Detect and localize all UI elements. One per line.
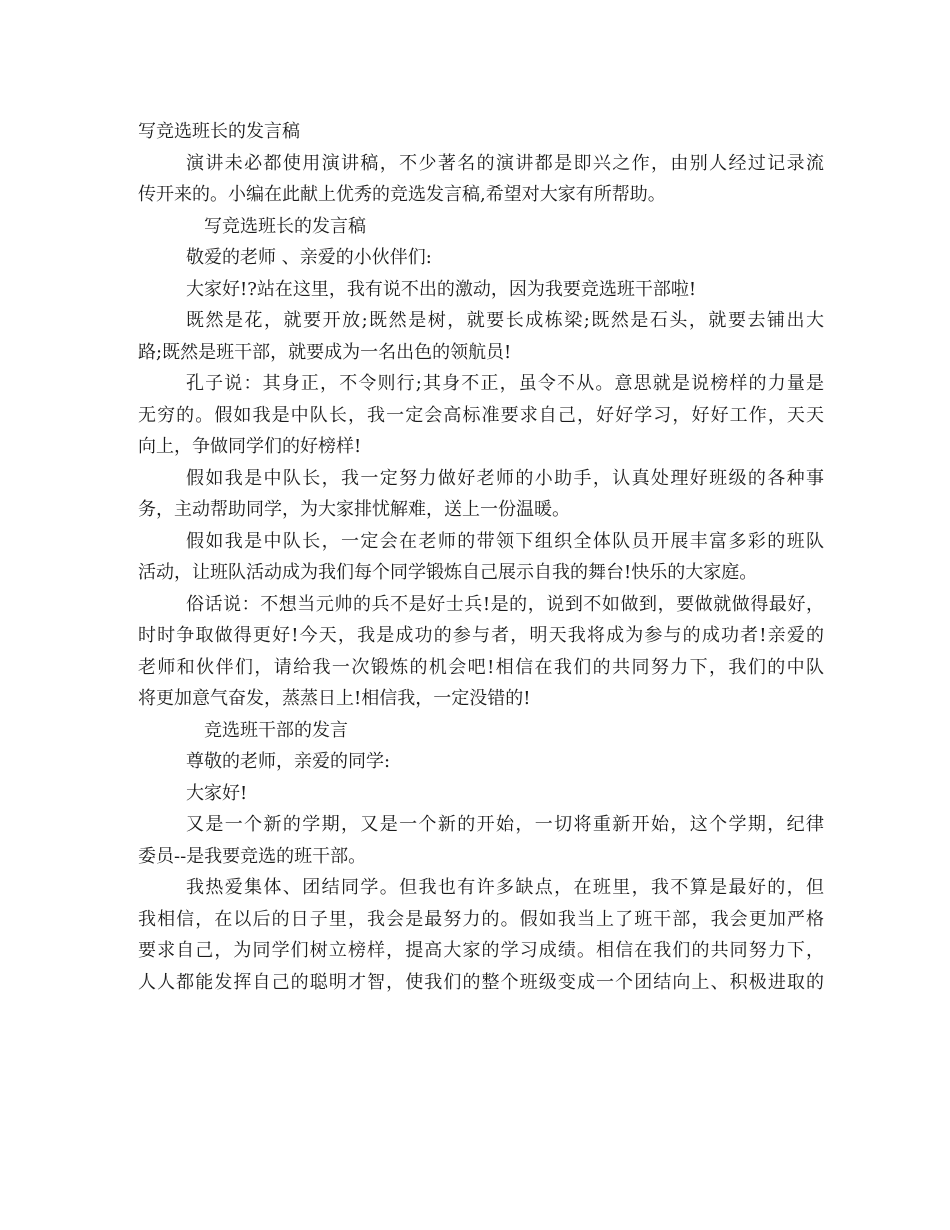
greeting: 大家好!?站在这里，我有说不出的激动，因为我要竞选班干部啦! [186,278,697,300]
text-line: 务，主动帮助同学，为大家排忧解难，送上一份温暖。 [138,499,570,520]
text-line: 委员--是我要竞选的班干部。 [138,845,367,867]
text-line: 俗话说：不想当元帅的兵不是好士兵!是的，说到不如做到，要做就做得最好， [186,593,824,615]
intro-paragraph [138,148,824,211]
greeting: 大家好! [186,782,248,804]
paragraph [138,872,824,998]
document-body [138,116,824,998]
text-line: 将更加意气奋发，蒸蒸日上!相信我，一定没错的! [138,688,531,709]
section-heading: 写竞选班长的发言稿 [204,215,366,237]
document-title: 写竞选班长的发言稿 [138,121,300,142]
salutation: 敬爱的老师 、亲爱的小伙伴们: [186,247,432,268]
paragraph [138,589,824,715]
text-line: 路;既然是班干部，就要成为一名出色的领航员! [138,341,512,363]
paragraph [138,809,824,872]
text-line: 又是一个新的学期，又是一个新的开始，一切将重新开始，这个学期，纪律 [186,814,824,835]
text-line: 我相信，在以后的日子里，我会是最努力的。假如我当上了班干部，我会更加严格 [138,908,824,930]
paragraph [138,463,824,526]
text-line: 假如我是中队长，我一定努力做好老师的小助手，认真处理好班级的各种事 [186,467,824,489]
text-line: 老师和伙伴们，请给我一次锻炼的机会吧!相信在我们的共同努力下，我们的中队 [138,656,824,678]
paragraph [138,368,824,463]
section-heading: 竞选班干部的发言 [204,719,348,741]
text-line: 传开来的。小编在此献上优秀的竞选发言稿,希望对大家有所帮助。 [138,184,666,205]
text-line: 活动，让班队活动成为我们每个同学锻炼自己展示自我的舞台!快乐的大家庭。 [138,562,758,583]
text-line: 假如我是中队长，一定会在老师的带领下组织全体队员开展丰富多彩的班队 [186,530,824,552]
text-line: 孔子说：其身正，不令则行;其身不正，虽令不从。意思就是说榜样的力量是 [186,373,824,394]
text-line: 向上，争做同学们的好榜样! [138,436,362,457]
text-line: 演讲未必都使用演讲稿，不少著名的演讲都是即兴之作，由别人经过记录流 [186,152,824,174]
salutation: 尊敬的老师，亲爱的同学: [186,751,391,772]
text-line: 无穷的。假如我是中队长，我一定会高标准要求自己，好好学习，好好工作，天天 [138,404,824,426]
text-line: 人人都能发挥自己的聪明才智，使我们的整个班级变成一个团结向上、积极进取的 [138,971,824,993]
text-line: 要求自己，为同学们树立榜样，提高大家的学习成绩。相信在我们的共同努力下， [138,940,824,961]
text-line: 既然是花，就要开放;既然是树，就要长成栋梁;既然是石头，就要去铺出大 [186,310,824,331]
paragraph [138,305,824,368]
text-line: 时时争取做得更好!今天，我是成功的参与者，明天我将成为参与的成功者!亲爱的 [138,625,824,646]
paragraph [138,526,824,589]
text-line: 我热爱集体、团结同学。但我也有许多缺点，在班里，我不算是最好的，但 [186,877,824,898]
